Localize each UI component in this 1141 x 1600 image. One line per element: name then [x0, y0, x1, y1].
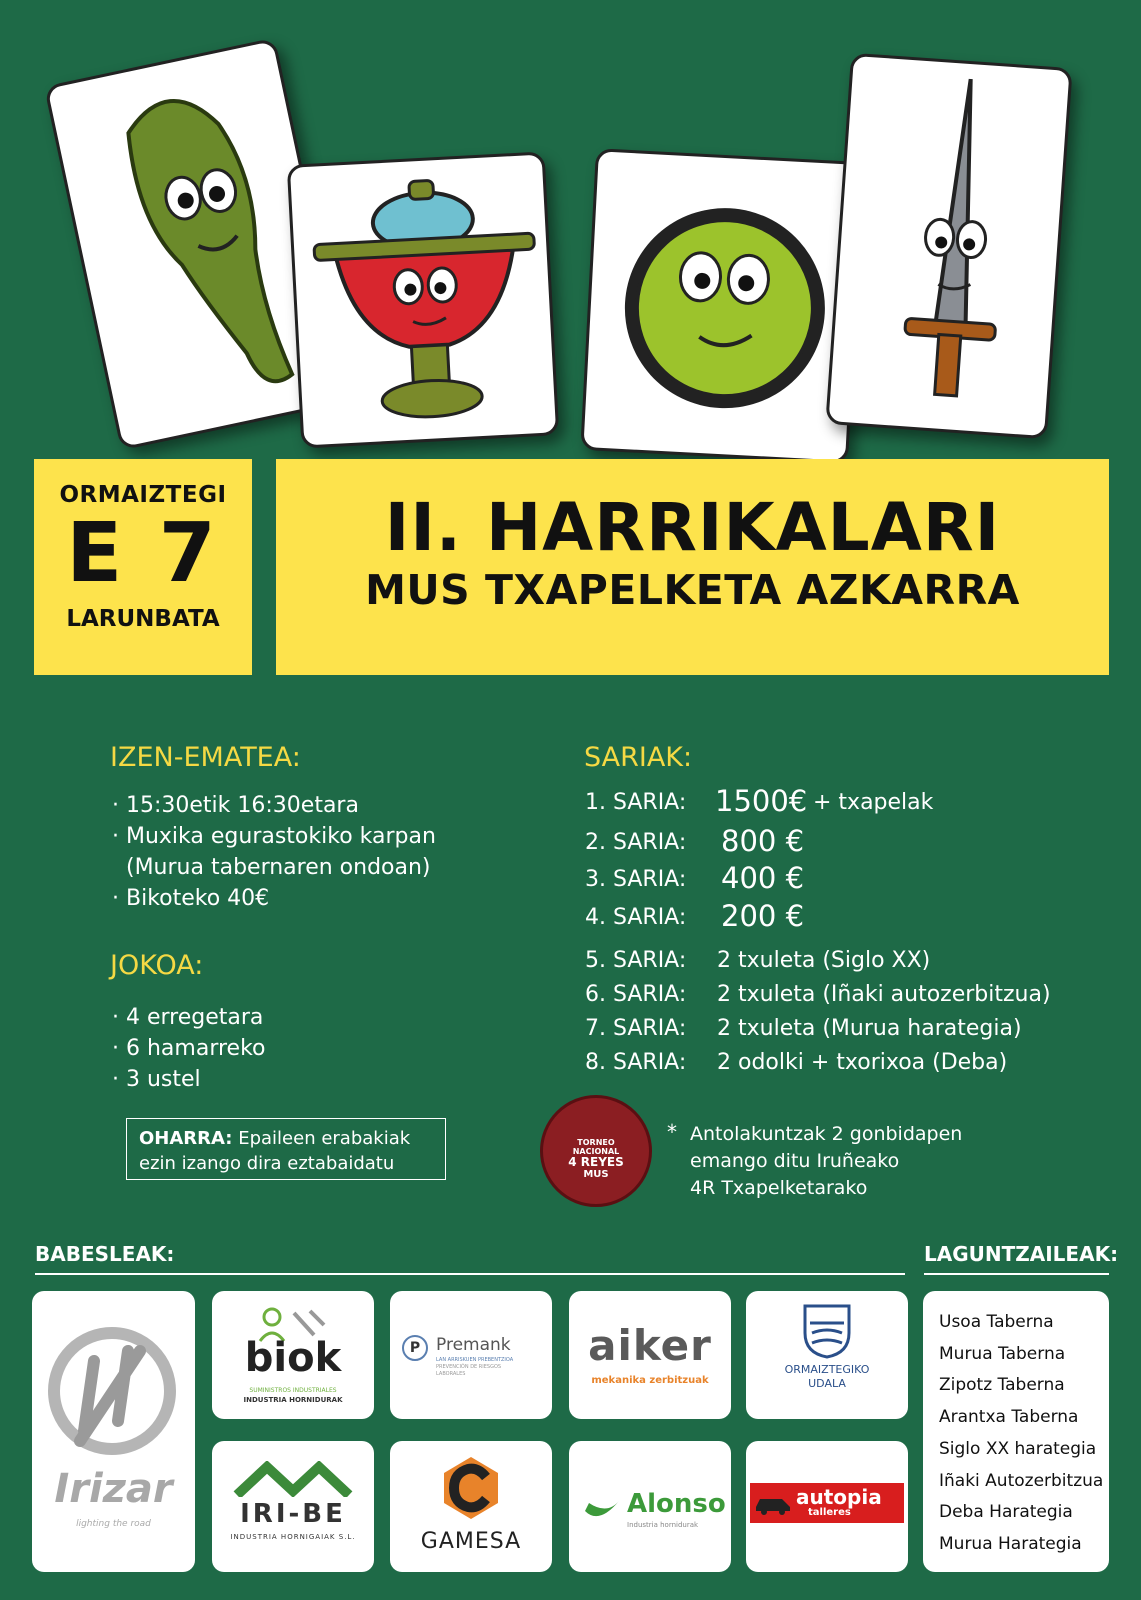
location-label: ORMAIZTEGI	[59, 482, 227, 508]
prize-label: 2. SARIA:	[585, 830, 687, 855]
irizar-tagline: lighting the road	[76, 1519, 151, 1529]
prize-label: 4. SARIA:	[585, 905, 687, 930]
card-cup	[287, 151, 560, 448]
prize-amount: 1500€	[715, 784, 808, 818]
event-day: E 7	[66, 506, 220, 601]
sponsors-divider	[35, 1273, 905, 1275]
prize-value: 2 txuleta (Iñaki autozerbitzua)	[717, 982, 1051, 1007]
prize-value: 2 odolki + txorixoa (Deba)	[717, 1050, 1008, 1075]
list-item: Murua Taberna	[939, 1343, 1066, 1364]
sponsor-aiker	[569, 1291, 731, 1419]
iribe-name: IRI-BE	[240, 1499, 346, 1529]
game-heading: JOKOA:	[110, 950, 204, 981]
alonso-line-1: Industria hornidurak	[627, 1521, 699, 1529]
gamesa-logo-icon	[436, 1453, 506, 1523]
iribe-line-1: INDUSTRIA HORNIGAIAK S.L.	[230, 1533, 356, 1541]
sponsor-irizar	[32, 1291, 195, 1572]
sponsors-heading: BABESLEAK:	[35, 1242, 175, 1266]
note-text-1: Epaileen erabakiak	[238, 1128, 411, 1149]
premank-line-3: LABORALES	[436, 1371, 466, 1377]
date-box	[34, 459, 252, 675]
sponsor-autopia	[746, 1441, 908, 1572]
note-text-2: ezin izango dira eztabaidatu	[139, 1153, 395, 1174]
prize-label: 7. SARIA:	[585, 1016, 687, 1041]
card-coin	[580, 148, 863, 464]
torneo-star: *	[667, 1120, 677, 1144]
title-box	[276, 459, 1109, 675]
registration-heading: IZEN-EMATEA:	[110, 742, 301, 773]
sponsor-alonso	[569, 1441, 731, 1572]
list-item: Zipotz Taberna	[939, 1375, 1065, 1396]
list-item: · Bikoteko 40€	[112, 886, 270, 911]
premank-logo-icon: P	[402, 1335, 428, 1361]
udala-line-2: UDALA	[808, 1377, 846, 1390]
list-item: Usoa Taberna	[939, 1312, 1054, 1332]
badge-line-1: TORNEO	[577, 1138, 615, 1147]
badge-line-3: 4 REYES	[568, 1155, 624, 1169]
list-item: Deba Harategia	[939, 1502, 1073, 1523]
helpers-divider	[924, 1273, 1109, 1275]
iribe-roof-icon	[233, 1461, 353, 1497]
sponsor-udala	[746, 1291, 908, 1419]
list-item: Iñaki Autozerbitzua	[939, 1470, 1104, 1491]
aiker-name: aiker	[588, 1321, 712, 1370]
list-item: · 3 ustel	[112, 1067, 201, 1092]
premank-name: Premank	[436, 1335, 511, 1355]
badge-line-2: NACIONAL	[572, 1147, 620, 1156]
coin-character-icon	[583, 151, 864, 463]
sponsor-iribe	[212, 1441, 374, 1572]
premank-line-2: PREVENCIÓN DE RIESGOS	[436, 1364, 502, 1370]
car-icon	[754, 1491, 792, 1515]
list-item: · 15:30etik 16:30etara	[112, 793, 359, 818]
note-label: OHARRA:	[139, 1128, 233, 1149]
cup-character-icon	[290, 154, 559, 448]
badge-line-4: MUS	[583, 1169, 609, 1180]
autopia-name: autopia	[796, 1485, 882, 1509]
prize-label: 6. SARIA:	[585, 982, 687, 1007]
event-subtitle: MUS TXAPELKETA AZKARRA	[365, 566, 1020, 614]
alonso-name: Alonso	[627, 1489, 726, 1519]
biok-name: biok	[244, 1335, 342, 1381]
torneo-text-1: Antolakuntzak 2 gonbidapen	[690, 1123, 963, 1145]
list-item: · 4 erregetara	[112, 1005, 264, 1030]
list-item: Arantxa Taberna	[939, 1407, 1079, 1428]
prize-extra: + txapelak	[813, 790, 934, 815]
prize-amount: 400 €	[721, 861, 805, 895]
note-box	[126, 1118, 446, 1180]
sponsor-biok	[212, 1291, 374, 1419]
prize-value: 2 txuleta (Murua harategia)	[717, 1016, 1022, 1041]
prize-label: 8. SARIA:	[585, 1050, 687, 1075]
helpers-heading: LAGUNTZAILEAK:	[924, 1242, 1119, 1266]
prize-label: 5. SARIA:	[585, 948, 687, 973]
biok-line-2: INDUSTRIA HORNIDURAK	[243, 1396, 343, 1404]
prize-label: 3. SARIA:	[585, 867, 687, 892]
gamesa-name: GAMESA	[420, 1529, 522, 1554]
list-item: · Muxika egurastokiko karpan	[112, 824, 436, 849]
torneo-text-3: 4R Txapelketarako	[690, 1177, 868, 1199]
event-title: II. HARRIKALARI	[384, 489, 1001, 566]
udala-shield-icon	[802, 1303, 852, 1359]
premank-line-1: LAN ARRISKUEN PREBENTZIOA	[436, 1357, 514, 1363]
sword-character-icon	[828, 56, 1073, 439]
biok-line-1: SUMINISTROS INDUSTRIALES	[249, 1387, 337, 1394]
alonso-swoosh-icon	[579, 1481, 625, 1527]
torneo-text	[690, 1121, 962, 1202]
udala-line-1: ORMAIZTEGIKO	[784, 1363, 870, 1376]
aiker-line-1: mekanika zerbitzuak	[591, 1375, 709, 1386]
irizar-name: Irizar	[54, 1466, 173, 1512]
torneo-badge	[540, 1095, 652, 1207]
game-list	[112, 1002, 265, 1095]
list-item: Murua Harategia	[939, 1533, 1082, 1554]
prize-amount: 200 €	[721, 899, 805, 933]
prize-amount: 800 €	[721, 824, 805, 858]
torneo-text-2: emango ditu Iruñeako	[690, 1150, 900, 1172]
card-sword	[825, 53, 1072, 440]
list-item: Siglo XX harategia	[939, 1438, 1097, 1459]
irizar-logo-icon	[32, 1291, 195, 1572]
weekday-label: LARUNBATA	[66, 606, 220, 632]
helpers-box	[923, 1291, 1109, 1572]
prizes-heading: SARIAK:	[584, 742, 693, 773]
list-item: · 6 hamarreko	[112, 1036, 266, 1061]
prize-value: 2 txuleta (Siglo XX)	[717, 948, 931, 973]
sponsor-premank	[390, 1291, 552, 1419]
registration-list	[112, 790, 436, 914]
autopia-line-1: talleres	[808, 1507, 851, 1518]
list-item: (Murua tabernaren ondoan)	[112, 855, 431, 880]
sponsor-gamesa	[390, 1441, 552, 1572]
prize-label: 1. SARIA:	[585, 790, 687, 815]
